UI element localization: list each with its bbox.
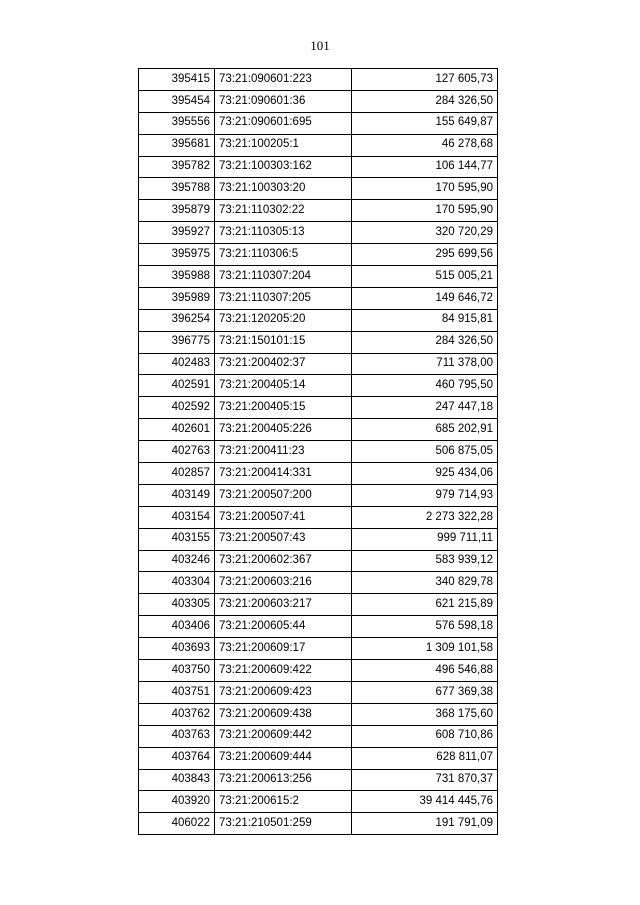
value-cell: 979 714,93: [352, 484, 498, 506]
value-cell: 320 720,29: [352, 222, 498, 244]
row-id-cell: 403246: [139, 550, 215, 572]
row-id-cell: 396775: [139, 331, 215, 353]
table-row: [139, 441, 498, 463]
row-id-cell: 402591: [139, 375, 215, 397]
table-row: [139, 419, 498, 441]
row-id-cell: 395681: [139, 134, 215, 156]
cadastral-number-cell: 73:21:200507:41: [215, 506, 352, 528]
value-cell: 247 447,18: [352, 397, 498, 419]
row-id-cell: 402857: [139, 463, 215, 485]
table-row: [139, 266, 498, 288]
value-cell: 368 175,60: [352, 703, 498, 725]
row-id-cell: 395454: [139, 90, 215, 112]
value-cell: 460 795,50: [352, 375, 498, 397]
value-cell: 496 546,88: [352, 660, 498, 682]
table-row: [139, 769, 498, 791]
row-id-cell: 403920: [139, 791, 215, 813]
value-cell: 628 811,07: [352, 747, 498, 769]
cadastral-number-cell: 73:21:090601:695: [215, 112, 352, 134]
cadastral-number-cell: 73:21:110302:22: [215, 200, 352, 222]
table-row: [139, 747, 498, 769]
row-id-cell: 396254: [139, 309, 215, 331]
value-cell: 711 378,00: [352, 353, 498, 375]
row-id-cell: 403764: [139, 747, 215, 769]
table-row: [139, 572, 498, 594]
table-row: [139, 375, 498, 397]
table-row: [139, 463, 498, 485]
row-id-cell: 403305: [139, 594, 215, 616]
cadastral-number-cell: 73:21:200414:331: [215, 463, 352, 485]
value-cell: 39 414 445,76: [352, 791, 498, 813]
table-row: [139, 550, 498, 572]
row-id-cell: 395788: [139, 178, 215, 200]
value-cell: 155 649,87: [352, 112, 498, 134]
table-row: [139, 309, 498, 331]
registry-table-body: [139, 69, 498, 835]
table-row: [139, 638, 498, 660]
row-id-cell: 403750: [139, 660, 215, 682]
table-row: [139, 244, 498, 266]
cadastral-number-cell: 73:21:110305:13: [215, 222, 352, 244]
row-id-cell: 403762: [139, 703, 215, 725]
cadastral-number-cell: 73:21:200411:23: [215, 441, 352, 463]
value-cell: 284 326,50: [352, 331, 498, 353]
cadastral-number-cell: 73:21:200603:217: [215, 594, 352, 616]
cadastral-number-cell: 73:21:110307:204: [215, 266, 352, 288]
table-row: [139, 791, 498, 813]
value-cell: 46 278,68: [352, 134, 498, 156]
table-row: [139, 484, 498, 506]
row-id-cell: 403155: [139, 528, 215, 550]
value-cell: 731 870,37: [352, 769, 498, 791]
row-id-cell: 402483: [139, 353, 215, 375]
table-row: [139, 681, 498, 703]
table-row: [139, 813, 498, 835]
table-row: [139, 528, 498, 550]
cadastral-number-cell: 73:21:200609:422: [215, 660, 352, 682]
cadastral-number-cell: 73:21:200507:200: [215, 484, 352, 506]
row-id-cell: 403763: [139, 725, 215, 747]
table-row: [139, 287, 498, 309]
cadastral-number-cell: 73:21:210501:259: [215, 813, 352, 835]
row-id-cell: 395988: [139, 266, 215, 288]
row-id-cell: 403149: [139, 484, 215, 506]
cadastral-number-cell: 73:21:200603:216: [215, 572, 352, 594]
table-row: [139, 69, 498, 91]
cadastral-number-cell: 73:21:200405:14: [215, 375, 352, 397]
value-cell: 515 005,21: [352, 266, 498, 288]
cadastral-number-cell: 73:21:110306:5: [215, 244, 352, 266]
value-cell: 340 829,78: [352, 572, 498, 594]
page-number: 101: [310, 38, 330, 53]
cadastral-number-cell: 73:21:200613:256: [215, 769, 352, 791]
row-id-cell: 403304: [139, 572, 215, 594]
cadastral-number-cell: 73:21:100303:20: [215, 178, 352, 200]
cadastral-number-cell: 73:21:150101:15: [215, 331, 352, 353]
cadastral-number-cell: 73:21:200609:438: [215, 703, 352, 725]
value-cell: 1 309 101,58: [352, 638, 498, 660]
table-row: [139, 725, 498, 747]
value-cell: 191 791,09: [352, 813, 498, 835]
cadastral-number-cell: 73:21:090601:36: [215, 90, 352, 112]
cadastral-number-cell: 73:21:200609:442: [215, 725, 352, 747]
value-cell: 621 215,89: [352, 594, 498, 616]
table-row: [139, 331, 498, 353]
value-cell: 2 273 322,28: [352, 506, 498, 528]
table-row: [139, 703, 498, 725]
value-cell: 608 710,86: [352, 725, 498, 747]
table-row: [139, 506, 498, 528]
value-cell: 583 939,12: [352, 550, 498, 572]
value-cell: 127 605,73: [352, 69, 498, 91]
cadastral-number-cell: 73:21:200609:444: [215, 747, 352, 769]
row-id-cell: 403751: [139, 681, 215, 703]
table-row: [139, 397, 498, 419]
value-cell: 284 326,50: [352, 90, 498, 112]
table-row: [139, 660, 498, 682]
value-cell: 677 369,38: [352, 681, 498, 703]
row-id-cell: 402763: [139, 441, 215, 463]
table-row: [139, 594, 498, 616]
row-id-cell: 402601: [139, 419, 215, 441]
table-row: [139, 156, 498, 178]
cadastral-number-cell: 73:21:110307:205: [215, 287, 352, 309]
row-id-cell: 395782: [139, 156, 215, 178]
value-cell: 149 646,72: [352, 287, 498, 309]
cadastral-number-cell: 73:21:200405:15: [215, 397, 352, 419]
row-id-cell: 403406: [139, 616, 215, 638]
value-cell: 106 144,77: [352, 156, 498, 178]
row-id-cell: 395989: [139, 287, 215, 309]
cadastral-number-cell: 73:21:200609:17: [215, 638, 352, 660]
value-cell: 170 595,90: [352, 178, 498, 200]
cadastral-number-cell: 73:21:200602:367: [215, 550, 352, 572]
cadastral-number-cell: 73:21:200405:226: [215, 419, 352, 441]
row-id-cell: 403154: [139, 506, 215, 528]
cadastral-number-cell: 73:21:100205:1: [215, 134, 352, 156]
value-cell: 999 711,11: [352, 528, 498, 550]
table-row: [139, 178, 498, 200]
row-id-cell: 403693: [139, 638, 215, 660]
row-id-cell: 406022: [139, 813, 215, 835]
table-row: [139, 90, 498, 112]
value-cell: 506 875,05: [352, 441, 498, 463]
cadastral-number-cell: 73:21:200609:423: [215, 681, 352, 703]
row-id-cell: 395415: [139, 69, 215, 91]
cadastral-number-cell: 73:21:090601:223: [215, 69, 352, 91]
table-row: [139, 200, 498, 222]
row-id-cell: 395975: [139, 244, 215, 266]
value-cell: 295 699,56: [352, 244, 498, 266]
row-id-cell: 395927: [139, 222, 215, 244]
row-id-cell: 395879: [139, 200, 215, 222]
row-id-cell: 403843: [139, 769, 215, 791]
cadastral-number-cell: 73:21:200402:37: [215, 353, 352, 375]
value-cell: 84 915,81: [352, 309, 498, 331]
row-id-cell: 395556: [139, 112, 215, 134]
cadastral-number-cell: 73:21:100303:162: [215, 156, 352, 178]
cadastral-number-cell: 73:21:200615:2: [215, 791, 352, 813]
value-cell: 170 595,90: [352, 200, 498, 222]
table-row: [139, 222, 498, 244]
table-row: [139, 616, 498, 638]
value-cell: 925 434,06: [352, 463, 498, 485]
cadastral-number-cell: 73:21:120205:20: [215, 309, 352, 331]
table-row: [139, 134, 498, 156]
value-cell: 576 598,18: [352, 616, 498, 638]
row-id-cell: 402592: [139, 397, 215, 419]
table-row: [139, 353, 498, 375]
table-row: [139, 112, 498, 134]
cadastral-number-cell: 73:21:200605:44: [215, 616, 352, 638]
value-cell: 685 202,91: [352, 419, 498, 441]
registry-table: [138, 68, 498, 835]
cadastral-number-cell: 73:21:200507:43: [215, 528, 352, 550]
